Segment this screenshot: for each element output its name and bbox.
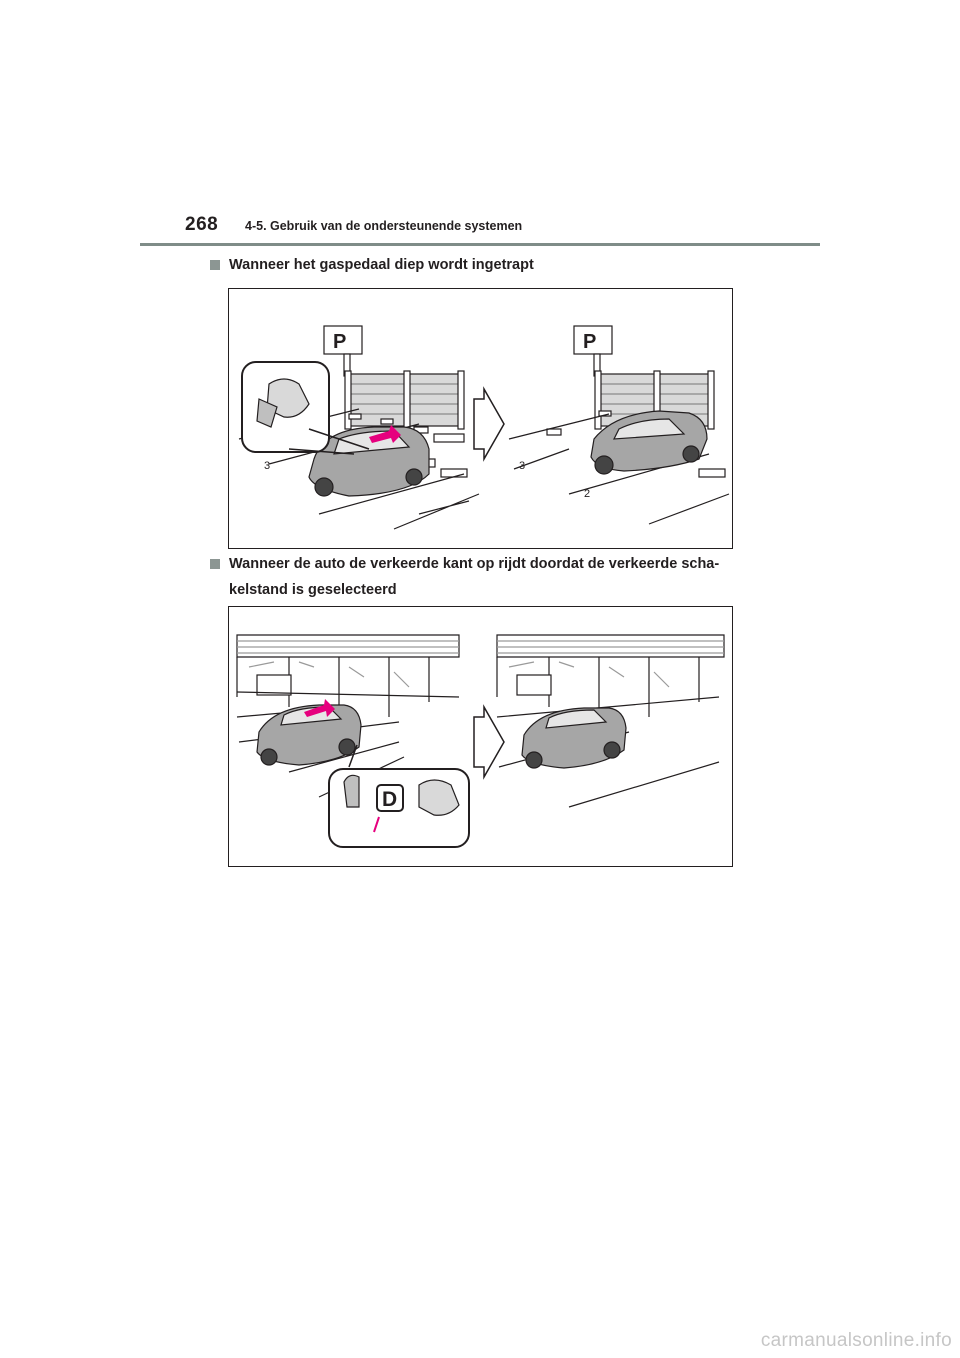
heading-text-line2: kelstand is geselecteerd [229, 582, 397, 598]
heading-text-line1: Wanneer de auto de verkeerde kant op rijdt doordat de verkeerde scha- [229, 556, 720, 572]
left-scene [239, 326, 479, 529]
shift-letter: D [382, 788, 398, 811]
sign-letter: P [333, 331, 347, 353]
spot-number: 2 [584, 488, 591, 500]
heading-text: Wanneer het gaspedaal diep wordt ingetrapt [229, 257, 534, 273]
section-title: 4-5. Gebruik van de ondersteunende systemen [245, 219, 523, 233]
left-storefront [237, 635, 469, 847]
spot-number: 3 [264, 460, 271, 472]
square-bullet-icon [210, 559, 220, 569]
transition-arrow-icon [474, 389, 504, 459]
page-number: 268 [185, 214, 219, 235]
shift-lever [344, 775, 359, 807]
header-rule [140, 243, 820, 246]
figure-wrong-gear [228, 606, 733, 867]
spot-number: 3 [519, 460, 526, 472]
heading-accelerator [210, 252, 730, 278]
right-scene [509, 326, 729, 524]
sign-letter: P [583, 331, 597, 353]
figure-parking-acceleration [228, 288, 733, 549]
watermark: carmanualsonline.info [760, 1330, 952, 1351]
square-bullet-icon [210, 260, 220, 270]
heading-wrong-gear [210, 551, 730, 603]
right-storefront [497, 635, 724, 807]
